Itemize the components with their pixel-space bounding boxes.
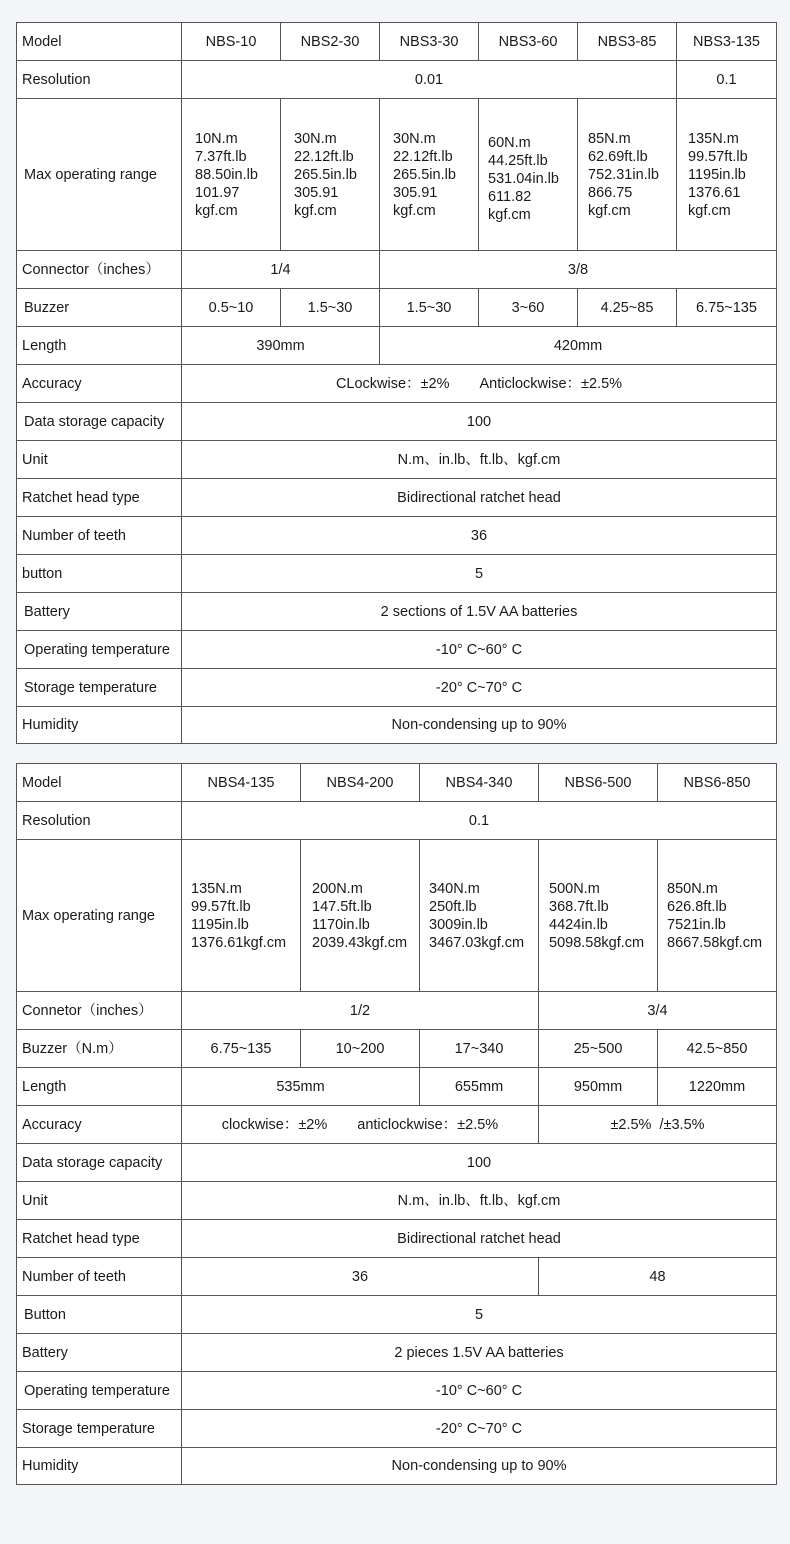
range-line: 30N.m [294, 130, 337, 147]
range-line: 250ft.lb [429, 898, 477, 915]
storage-temp-row [17, 669, 777, 707]
button-label: button [17, 555, 182, 593]
range-line: 866.75 [588, 184, 633, 201]
resolution-row [17, 61, 777, 99]
storage-temp-label: Storage temperature [17, 1410, 182, 1448]
range-line: 626.8ft.lb [667, 898, 727, 915]
storage-temp-label: Storage temperature [17, 669, 182, 707]
max-range-cell [182, 99, 281, 251]
range-line: 305.91 [294, 184, 339, 201]
operating-temp-row [17, 631, 777, 669]
model-cell: NBS3-135 [677, 23, 777, 61]
range-line: 7521in.lb [667, 916, 726, 933]
ratchet-label: Ratchet head type [17, 1220, 182, 1258]
range-line: 500N.m [549, 880, 600, 897]
buzzer-cell: 4.25~85 [578, 289, 677, 327]
operating-temp-value: -10° C~60° C [182, 631, 777, 669]
buzzer-label: Buzzer（N.m） [17, 1030, 182, 1068]
length-label: Length [17, 327, 182, 365]
button-row [17, 555, 777, 593]
buzzer-cell: 25~500 [539, 1030, 658, 1068]
button-value: 5 [182, 555, 777, 593]
range-line: 752.31in.lb [588, 166, 659, 183]
range-line: kgf.cm [393, 202, 436, 219]
range-line: 88.50in.lb [195, 166, 258, 183]
range-line: 1170in.lb [312, 916, 370, 933]
model-cell: NBS2-30 [281, 23, 380, 61]
model-cell: NBS4-135 [182, 764, 301, 802]
battery-row [17, 593, 777, 631]
accuracy-value [182, 1106, 539, 1144]
range-line: 531.04in.lb [488, 170, 559, 187]
connector-value: 1/4 [182, 251, 380, 289]
max-range-cell [578, 99, 677, 251]
range-line: 99.57ft.lb [688, 148, 748, 165]
unit-row [17, 441, 777, 479]
storage-temp-row [17, 1410, 777, 1448]
storage-label: Data storage capacity [17, 1144, 182, 1182]
buzzer-cell: 17~340 [420, 1030, 539, 1068]
battery-label: Battery [17, 1334, 182, 1372]
unit-value: N.m、in.lb、ft.lb、kgf.cm [182, 441, 777, 479]
range-line: 3009in.lb [429, 916, 488, 933]
teeth-value: 36 [182, 517, 777, 555]
max-range-cell [281, 99, 380, 251]
accuracy-label: Accuracy [17, 1106, 182, 1144]
ratchet-label: Ratchet head type [17, 479, 182, 517]
length-value: 1220mm [658, 1068, 777, 1106]
teeth-label: Number of teeth [17, 517, 182, 555]
operating-temp-value: -10° C~60° C [182, 1372, 777, 1410]
length-row [17, 1068, 777, 1106]
range-line: 1376.61kgf.cm [191, 934, 287, 951]
battery-value: 2 sections of 1.5V AA batteries [182, 593, 777, 631]
range-line: 22.12ft.lb [393, 148, 453, 165]
connector-row [17, 992, 777, 1030]
ratchet-row [17, 479, 777, 517]
storage-row [17, 403, 777, 441]
max-range-label: Max operating range [17, 840, 182, 992]
button-value: 5 [182, 1296, 777, 1334]
range-line: 368.7ft.lb [549, 898, 609, 915]
buzzer-cell: 1.5~30 [281, 289, 380, 327]
range-line: 62.69ft.lb [588, 148, 648, 165]
range-line: 1195in.lb [191, 916, 249, 933]
accuracy-value [182, 365, 777, 403]
range-line: 1376.61 [688, 184, 741, 201]
accuracy-clockwise: clockwise：±2% [221, 1116, 328, 1133]
spec-table-1 [16, 22, 777, 744]
humidity-label: Humidity [17, 1448, 182, 1485]
range-line: 101.97 [195, 184, 240, 201]
range-line: 44.25ft.lb [488, 152, 548, 169]
length-label: Length [17, 1068, 182, 1106]
resolution-value: 0.1 [182, 802, 777, 840]
model-cell: NBS6-850 [658, 764, 777, 802]
model-cell: NBS4-340 [420, 764, 539, 802]
range-line: 22.12ft.lb [294, 148, 354, 165]
accuracy-anticlockwise: Anticlockwise：±2.5% [479, 375, 623, 392]
accuracy-row [17, 1106, 777, 1144]
range-line: 850N.m [667, 880, 718, 897]
max-range-cell [539, 840, 658, 992]
range-line: kgf.cm [195, 202, 238, 219]
ratchet-row [17, 1220, 777, 1258]
humidity-value: Non-condensing up to 90% [182, 1448, 777, 1485]
resolution-row [17, 802, 777, 840]
buzzer-cell: 6.75~135 [182, 1030, 301, 1068]
max-range-cell [658, 840, 777, 992]
range-line: 265.5in.lb [294, 166, 357, 183]
max-range-cell [301, 840, 420, 992]
range-line: 611.82 [488, 188, 532, 205]
length-value: 655mm [420, 1068, 539, 1106]
model-cell: NBS-10 [182, 23, 281, 61]
range-line: 135N.m [191, 880, 242, 897]
humidity-row [17, 707, 777, 744]
accuracy-clockwise: CLockwise：±2% [335, 375, 450, 392]
buzzer-cell: 6.75~135 [677, 289, 777, 327]
operating-temp-label: Operating temperature [17, 631, 182, 669]
battery-label: Battery [17, 593, 182, 631]
unit-row [17, 1182, 777, 1220]
range-line: 30N.m [393, 130, 436, 147]
max-range-cell [479, 99, 578, 251]
length-row [17, 327, 777, 365]
resolution-label: Resolution [17, 61, 182, 99]
operating-temp-row [17, 1372, 777, 1410]
unit-label: Unit [17, 441, 182, 479]
model-cell: NBS3-30 [380, 23, 479, 61]
range-line: 7.37ft.lb [195, 148, 247, 165]
length-value: 390mm [182, 327, 380, 365]
range-line: 2039.43kgf.cm [312, 934, 408, 951]
accuracy-label: Accuracy [17, 365, 182, 403]
range-line: 8667.58kgf.cm [667, 934, 763, 951]
connector-value: 3/8 [380, 251, 777, 289]
buzzer-cell: 10~200 [301, 1030, 420, 1068]
accuracy-row [17, 365, 777, 403]
range-line: 305.91 [393, 184, 438, 201]
teeth-label: Number of teeth [17, 1258, 182, 1296]
range-line: 60N.m [488, 134, 531, 151]
connector-value: 3/4 [539, 992, 777, 1030]
resolution-value: 0.01 [182, 61, 677, 99]
connector-label: Connetor（inches） [17, 992, 182, 1030]
unit-label: Unit [17, 1182, 182, 1220]
storage-row [17, 1144, 777, 1182]
humidity-value: Non-condensing up to 90% [182, 707, 777, 744]
buzzer-row [17, 1030, 777, 1068]
buzzer-cell: 1.5~30 [380, 289, 479, 327]
max-range-cell [380, 99, 479, 251]
max-range-row [17, 99, 777, 251]
accuracy-anticlockwise: anticlockwise：±2.5% [357, 1116, 499, 1133]
max-range-cell [420, 840, 539, 992]
battery-value: 2 pieces 1.5V AA batteries [182, 1334, 777, 1372]
range-line: kgf.cm [688, 202, 731, 219]
ratchet-value: Bidirectional ratchet head [182, 1220, 777, 1258]
buzzer-cell: 0.5~10 [182, 289, 281, 327]
teeth-row [17, 517, 777, 555]
teeth-row [17, 1258, 777, 1296]
range-line: 200N.m [312, 880, 363, 897]
button-label: Button [17, 1296, 182, 1334]
range-line: 265.5in.lb [393, 166, 456, 183]
storage-temp-value: -20° C~70° C [182, 1410, 777, 1448]
range-line: 135N.m [688, 130, 739, 147]
range-line: kgf.cm [488, 206, 531, 223]
humidity-row [17, 1448, 777, 1485]
length-value: 420mm [380, 327, 777, 365]
model-label: Model [17, 23, 182, 61]
max-range-label: Max operating range [17, 99, 182, 251]
length-value: 950mm [539, 1068, 658, 1106]
teeth-value: 36 [182, 1258, 539, 1296]
model-row [17, 764, 777, 802]
model-cell: NBS6-500 [539, 764, 658, 802]
connector-row [17, 251, 777, 289]
model-row [17, 23, 777, 61]
range-line: 5098.58kgf.cm [549, 934, 645, 951]
storage-temp-value: -20° C~70° C [182, 669, 777, 707]
range-line: 85N.m [588, 130, 631, 147]
buzzer-label: Buzzer [17, 289, 182, 327]
buzzer-cell: 42.5~850 [658, 1030, 777, 1068]
storage-label: Data storage capacity [17, 403, 182, 441]
max-range-cell [182, 840, 301, 992]
range-line: 10N.m [195, 130, 238, 147]
range-line: kgf.cm [294, 202, 337, 219]
unit-value: N.m、in.lb、ft.lb、kgf.cm [182, 1182, 777, 1220]
operating-temp-label: Operating temperature [17, 1372, 182, 1410]
range-line: 147.5ft.lb [312, 898, 372, 915]
accuracy-value: ±2.5% /±3.5% [539, 1106, 777, 1144]
storage-value: 100 [182, 1144, 777, 1182]
length-value: 535mm [182, 1068, 420, 1106]
range-line: 340N.m [429, 880, 480, 897]
storage-value: 100 [182, 403, 777, 441]
resolution-value: 0.1 [677, 61, 777, 99]
model-cell: NBS4-200 [301, 764, 420, 802]
max-range-cell [677, 99, 777, 251]
range-line: 4424in.lb [549, 916, 608, 933]
buzzer-row [17, 289, 777, 327]
model-cell: NBS3-60 [479, 23, 578, 61]
model-label: Model [17, 764, 182, 802]
ratchet-value: Bidirectional ratchet head [182, 479, 777, 517]
range-line: kgf.cm [588, 202, 631, 219]
connector-value: 1/2 [182, 992, 539, 1030]
teeth-value: 48 [539, 1258, 777, 1296]
connector-label: Connector（inches） [17, 251, 182, 289]
range-line: 3467.03kgf.cm [429, 934, 525, 951]
button-row [17, 1296, 777, 1334]
model-cell: NBS3-85 [578, 23, 677, 61]
buzzer-cell: 3~60 [479, 289, 578, 327]
max-range-row [17, 840, 777, 992]
resolution-label: Resolution [17, 802, 182, 840]
humidity-label: Humidity [17, 707, 182, 744]
spec-table-2 [16, 763, 777, 1485]
range-line: 99.57ft.lb [191, 898, 251, 915]
range-line: 1195in.lb [688, 166, 746, 183]
battery-row [17, 1334, 777, 1372]
